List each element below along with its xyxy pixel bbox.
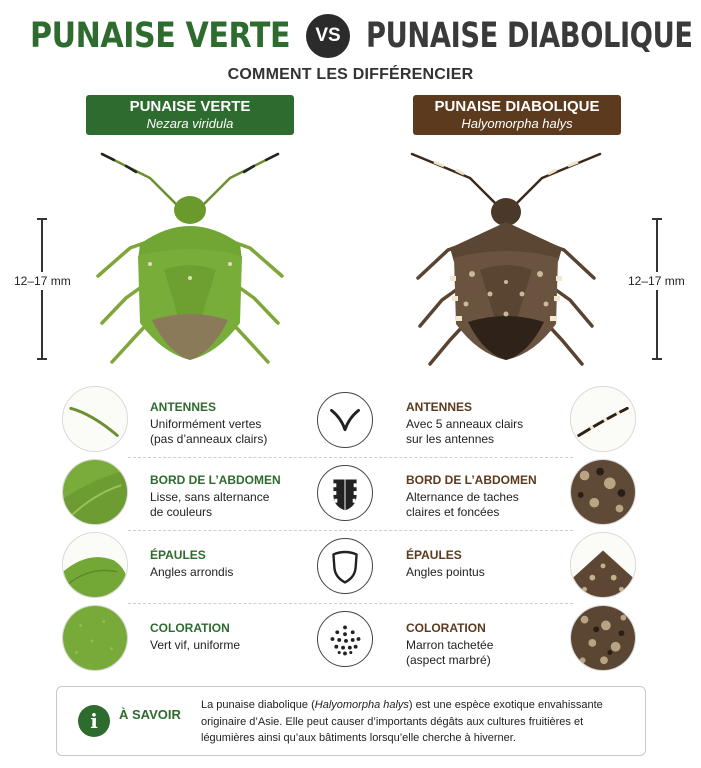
feature-title: ÉPAULES	[150, 548, 206, 562]
feature-title: ÉPAULES	[406, 548, 462, 562]
feature-desc-line2: de couleurs	[150, 505, 213, 519]
info-text-part2: ) est une espèce exotique envahissante originaire d’Asie. Elle peut causer d’importants dégâts aux cultures fruitières et légumières ainsi qu’aux bâtiments lorsqu’elle cherche à hiverner.	[201, 699, 603, 744]
header	[0, 14, 701, 58]
feature-title: BORD DE L’ABDOMEN	[150, 473, 281, 487]
species-name-brown: PUNAISE DIABOLIQUE	[434, 98, 600, 115]
feature-desc-line2: (pas d’anneaux clairs)	[150, 432, 268, 446]
feature-title: ANTENNES	[150, 400, 217, 414]
size-label-green: 12–17 mm	[14, 274, 71, 288]
feature-text-green-antennae	[150, 400, 320, 447]
feature-desc-line1: Angles pointus	[406, 565, 485, 579]
feature-desc-line1: Marron tachetée	[406, 638, 494, 652]
feature-desc-line1: Avec 5 anneaux clairs	[406, 417, 524, 431]
row-divider	[128, 603, 573, 604]
feature-text-green-abdomen	[150, 473, 320, 520]
feature-desc-line2: sur les antennes	[406, 432, 495, 446]
info-icon: i	[78, 705, 110, 737]
feature-desc-line2: claires et foncées	[406, 505, 500, 519]
feature-text-green-coloration	[150, 621, 320, 653]
thumb-brown-abdomen	[570, 459, 636, 525]
feature-row-shoulders	[0, 532, 701, 604]
species-label-green	[86, 95, 294, 135]
feature-desc-line1: Uniformément vertes	[150, 417, 262, 431]
info-text	[201, 697, 631, 747]
species-label-brown	[413, 95, 621, 135]
antennae-icon	[317, 392, 373, 448]
thumb-brown-coloration	[570, 605, 636, 671]
feature-text-brown-abdomen	[406, 473, 576, 520]
feature-title: ANTENNES	[406, 400, 473, 414]
dots-pattern-icon	[317, 611, 373, 667]
brown-marmorated-stink-bug-illustration	[406, 148, 606, 378]
feature-text-green-shoulders	[150, 548, 320, 580]
thumb-green-antenna	[62, 386, 128, 452]
feature-title: COLORATION	[406, 621, 486, 635]
abdomen-edge-icon	[317, 465, 373, 521]
thumb-green-shoulder	[62, 532, 128, 598]
title-green-bug: PUNAISE VERTE	[30, 16, 291, 56]
feature-text-brown-shoulders	[406, 548, 576, 580]
feature-row-coloration	[0, 605, 701, 677]
info-box	[56, 686, 646, 756]
green-stink-bug-illustration	[90, 148, 290, 378]
thumb-brown-antenna	[570, 386, 636, 452]
size-label-brown: 12–17 mm	[628, 274, 685, 288]
feature-title: COLORATION	[150, 621, 230, 635]
species-latin-brown: Halyomorpha halys	[461, 116, 573, 131]
shield-icon	[317, 538, 373, 594]
title-brown-bug: PUNAISE DIABOLIQUE	[366, 16, 693, 56]
info-label: À SAVOIR	[119, 707, 181, 722]
row-divider	[128, 530, 573, 531]
feature-desc-line1: Alternance de taches	[406, 490, 519, 504]
feature-row-abdomen	[0, 459, 701, 531]
feature-text-brown-antennae	[406, 400, 576, 447]
species-latin-green: Nezara viridula	[146, 116, 234, 131]
vs-badge: VS	[306, 14, 350, 58]
feature-row-antennae	[0, 386, 701, 458]
feature-desc-line1: Angles arrondis	[150, 565, 234, 579]
feature-desc-line1: Lisse, sans alternance	[150, 490, 270, 504]
feature-text-brown-coloration	[406, 621, 576, 668]
thumb-green-coloration	[62, 605, 128, 671]
row-divider	[128, 457, 573, 458]
page-subtitle: COMMENT LES DIFFÉRENCIER	[227, 66, 474, 83]
info-text-italic: Halyomorpha halys	[314, 699, 409, 711]
feature-desc-line1: Vert vif, uniforme	[150, 638, 241, 652]
thumb-green-abdomen	[62, 459, 128, 525]
feature-desc-line2: (aspect marbré)	[406, 653, 491, 667]
feature-title: BORD DE L’ABDOMEN	[406, 473, 537, 487]
info-text-part1: La punaise diabolique (	[201, 699, 315, 711]
thumb-brown-shoulder	[570, 532, 636, 598]
species-name-green: PUNAISE VERTE	[129, 98, 251, 115]
